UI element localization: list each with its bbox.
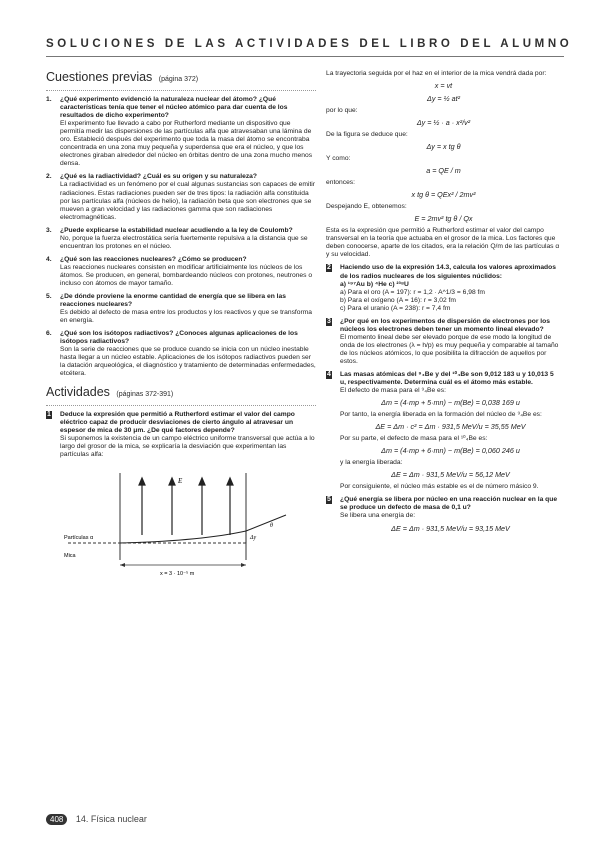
answer-text: El experimento fue llevado a cabo por Rutherford mediante un dispositivo que permitía medir las dispersiones de las partículas alfa que atravesaban una lámina de oro. Estableció después del experimento que toda la masa del átomo se encontraba concentrada en una zona muy pequeña y superdensa que era el núcleo, y que los electrones giraban alrededor del núcleo en órbitas dentro de una zona mucho menos densa. <box>60 120 313 168</box>
activity-answer: a) Para el oro (A = 197): r = 1,2 · A^1/3 = 6,98 fm <box>340 288 485 296</box>
activity-answer: El momento lineal debe ser elevado porque de ese modo la longitud de onda de los electrones (λ = h/p) es muy pequeña y comparable al tamaño de los núcleos atómicos, lo que posibilita la difracción de aquellos por estos. <box>340 333 559 365</box>
header-rule <box>46 56 564 57</box>
activity-2 <box>326 264 561 312</box>
x-label: x = 3 · 10⁻⁵ m <box>160 570 195 577</box>
field-arrows <box>139 478 233 535</box>
field-arrow-head <box>199 478 205 485</box>
activity-question: Haciendo uso de la expresión 14.3, calcula los valores aproximados de los radios nucleares de los siguientes núclidos: <box>340 264 556 280</box>
activity-question: ¿Por qué en los experimentos de dispersión de electrones por los núcleos los electrones deben tener un momento lineal elevado? <box>340 317 550 333</box>
equation: ΔE = Δm · c² = Δm · 931,5 MeV/u = 35,55 MeV <box>375 422 526 432</box>
answer-text: Las reacciones nucleares consisten en modificar artificialmente los núcleos de los átomos. Se producen, en general, bombardeando núcleos con protones, neutrones o incluso con átomos de mayor tamaño. <box>60 263 313 287</box>
activity-answer: Por tanto, la energía liberada en la formación del núcleo de ⁹₄Be es: <box>340 411 542 419</box>
field-arrow-head <box>139 478 145 485</box>
equation: ΔE = Δm · 931,5 MeV/u = 56,12 MeV <box>391 470 510 480</box>
paragraph: Esta es la expresión que permitió a Rutherford estimar el valor del campo transversal en la teoría que actuaba en el grosor de la mica. Los factores que deben conocerse, aparte de los citados, era la relación Q/m de las partículas α y su velocidad. <box>326 227 560 259</box>
paragraph: entonces: <box>326 179 355 187</box>
activity-question: Deduce la expresión que permitió a Rutherford estimar el valor del campo eléctrico capaz de producir desviaciones de cierto ángulo al atravesar un espesor de mica de 30 μm. ¿De qué factores depende? <box>60 410 295 434</box>
activity-options: a) ¹⁹⁷Au b) ⁴He c) ²³⁸U <box>340 280 409 288</box>
activity-answer: b) Para el oxígeno (A = 16): r = 3,02 fm <box>340 296 456 304</box>
question-text: ¿De dónde proviene la enorme cantidad de energía que se libera en las reacciones nucleares? <box>60 293 286 309</box>
equation: a = QE / m <box>426 166 461 176</box>
activity-question: ¿Qué energía se libera por núcleo en una reacción nuclear en la que se produce un defecto de masa de 0,1 u? <box>340 496 558 512</box>
section-title-actividades <box>46 385 316 402</box>
equation: Δy = ½ · a · x²/v² <box>416 118 471 128</box>
question-text: ¿Qué son los isótopos radiactivos? ¿Conoces algunas aplicaciones de los isótopos radiactivos? <box>60 330 298 346</box>
activity-answer: Se libera una energía de: <box>340 512 416 520</box>
deflection-diagram <box>60 465 300 590</box>
activity-answer: c) Para el uranio (A = 238): r = 7,4 fm <box>340 304 451 312</box>
section-title-text: Actividades <box>46 384 110 399</box>
deflected-path <box>120 515 286 543</box>
chapter-title: 14. Física nuclear <box>75 814 147 824</box>
field-arrow-head <box>227 478 233 485</box>
activity-answer: y la energía liberada: <box>340 459 403 467</box>
activity-number: 2 <box>327 264 331 272</box>
x-dimension-arrow <box>120 563 125 567</box>
question-number: 6. <box>46 330 52 338</box>
activity-answer: Por consiguiente, el núcleo más estable es el de número másico 9. <box>340 483 539 491</box>
particles-label: Partículas α <box>64 534 94 541</box>
field-label: E <box>178 476 183 485</box>
equation: ΔE = Δm · 931,5 MeV/u = 93,15 MeV <box>391 523 510 533</box>
field-arrow-head <box>169 478 175 485</box>
section-title-text: Cuestiones previas <box>46 70 153 84</box>
section-pages: (páginas 372-391) <box>116 390 174 398</box>
activity-answer: Por su parte, el defecto de masa para el ¹⁰₄Be es: <box>340 435 488 443</box>
equation: Δy = ½ at² <box>427 94 460 104</box>
question-text: ¿Puede explicarse la estabilidad nuclear acudiendo a la ley de Coulomb? <box>60 226 293 234</box>
activity-answer: Si suponemos la existencia de un campo eléctrico uniforme transversal que actúa a lo largo del grosor de la mica, se explicaría la desviación que experimentan las partículas alfa: <box>60 434 315 458</box>
activity-answer: El defecto de masa para el ⁹₄Be es: <box>340 387 446 395</box>
question-number: 2. <box>46 173 52 181</box>
paragraph: Y como: <box>326 155 351 163</box>
activity-question: Las masas atómicas del ⁹₄Be y del ¹⁰₄Be son 9,012 183 u y 10,013 5 u, respectivamente. Determina cuál es el átomo más estable. <box>340 371 554 387</box>
paragraph: por lo que: <box>326 107 358 115</box>
question-1 <box>46 96 316 168</box>
answer-text: Son la serie de reacciones que se produce cuando se inicia con un núcleo inestable hasta llegar a un núcleo estable. Aplicaciones de los isótopos radiactivos pueden ser la datación arqueológica, el diagnóstico y tratamiento de determinadas enfermedades, etcétera. <box>60 346 316 378</box>
equation: Δm = (4·mp + 5·mn) − m(Be) = 0,038 169 u <box>381 398 520 408</box>
title-rule <box>46 405 316 406</box>
activity-5 <box>326 496 561 533</box>
paragraph: De la figura se deduce que: <box>326 131 408 139</box>
question-number: 1. <box>46 96 52 103</box>
equation: Δm = (4·mp + 6·mn) − m(Be) = 0,060 246 u <box>381 446 520 456</box>
answer-text: No, porque la fuerza electrostática sería fuertemente repulsiva a la distancia que se encuentran los protones en el núcleo. <box>60 234 308 250</box>
activity-1 <box>46 411 316 590</box>
question-4 <box>46 256 316 288</box>
question-number: 5. <box>46 293 52 301</box>
theta-label: θ <box>270 522 273 529</box>
question-3 <box>46 227 316 251</box>
activity-number: 1 <box>47 410 51 418</box>
question-number: 3. <box>46 226 52 234</box>
activity-number: 3 <box>327 317 331 325</box>
question-6 <box>46 330 316 378</box>
dy-label: Δy <box>250 534 257 541</box>
section-pages: (página 372) <box>158 76 199 83</box>
page-footer <box>46 814 147 825</box>
question-5 <box>46 293 316 325</box>
question-number: 4. <box>46 255 52 263</box>
question-text: ¿Qué experimento evidenció la naturaleza nuclear del átomo? ¿Qué características tenía que tener el núcleo atómico para dar cuenta de los resultados de dicho experimento? <box>60 96 288 120</box>
title-rule <box>46 90 316 91</box>
left-column <box>46 70 316 595</box>
question-2 <box>46 173 316 221</box>
equation: x = vt <box>434 81 453 91</box>
answer-text: Es debido al defecto de masa entre los productos y los reactivos y que se transforma en energía. <box>60 309 313 325</box>
equation: x tg θ = QEx² / 2mv² <box>411 190 476 200</box>
equation: E = 2mv² tg θ / Qx <box>414 214 473 224</box>
activity-4 <box>326 371 561 491</box>
right-column <box>326 70 561 539</box>
paragraph: Despejando E, obtenemos: <box>326 203 407 211</box>
question-text: ¿Qué son las reacciones nucleares? ¿Cómo se producen? <box>60 255 247 263</box>
paragraph: La trayectoria seguida por el haz en el interior de la mica vendrá dada por: <box>326 70 547 77</box>
activity-number: 4 <box>327 371 331 379</box>
answer-text: La radiactividad es un fenómeno por el cual algunas sustancias son capaces de emitir radiaciones. Estas radiaciones pueden ser de tres tipos: la radiación alfa constituida por las partículas alfa (núcleos de helio), la radiación beta que son electrones que se mueven a gran velocidad y las radiaciones gamma que son radiaciones electromagnéticas. <box>60 181 316 221</box>
page-number: 408 <box>46 814 67 825</box>
question-text: ¿Qué es la radiactividad? ¿Cuál es su origen y su naturaleza? <box>60 173 257 181</box>
x-dimension-arrow <box>241 563 246 567</box>
section-title-cuestiones <box>46 70 316 87</box>
mica-label: Mica <box>64 552 76 559</box>
running-header: SOLUCIONES DE LAS ACTIVIDADES DEL LIBRO DEL ALUMNO <box>46 38 573 50</box>
activity-3 <box>326 318 561 366</box>
activity-number: 5 <box>327 496 331 504</box>
equation: Δy = x tg θ <box>426 142 461 152</box>
mica-deflection-figure <box>60 465 316 590</box>
